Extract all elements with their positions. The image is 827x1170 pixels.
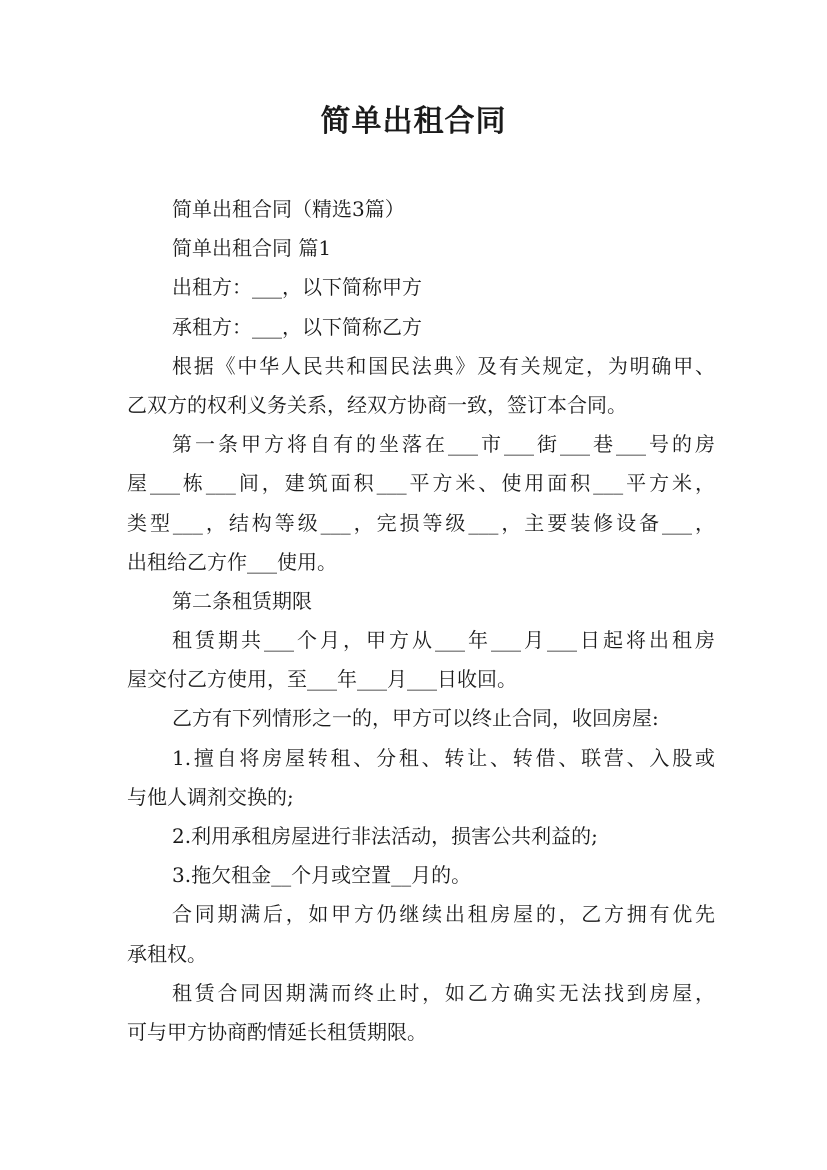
body-line: 租赁合同因期满而终止时，如乙方确实无法找到房屋， — [172, 980, 715, 1005]
body-line: 乙方有下列情形之一的，甲方可以终止合同，收回房屋: — [172, 706, 659, 731]
document-body — [127, 190, 715, 1052]
body-line: 出租给乙方作___使用。 — [127, 549, 337, 574]
body-line: 类型___，结构等级___，完损等级___，主要装修设备___， — [127, 510, 715, 535]
body-line: 承租权。 — [127, 941, 207, 966]
body-line: 第二条租赁期限 — [172, 588, 312, 613]
body-line: 屋交付乙方使用，至___年___月___日收回。 — [127, 667, 517, 692]
document-title: 简单出租合同 — [320, 104, 507, 139]
body-line: 第一条甲方将自有的坐落在___市___街___巷___号的房 — [172, 432, 715, 457]
body-line: 乙双方的权利义务关系，经双方协商一致，签订本合同。 — [127, 392, 627, 417]
body-line: 可与甲方协商酌情延长租赁期限。 — [127, 1019, 427, 1044]
body-line: 屋___栋___间，建筑面积___平方米、使用面积___平方米， — [127, 471, 715, 496]
body-line: 1.擅自将房屋转租、分租、转让、转借、联营、入股或 — [172, 745, 715, 770]
body-line: 承租方：___，以下简称乙方 — [172, 314, 422, 339]
body-line: 根据《中华人民共和国民法典》及有关规定，为明确甲、 — [172, 353, 715, 378]
body-line: 合同期满后，如甲方仍继续出租房屋的，乙方拥有优先 — [172, 902, 715, 927]
body-line: 出租方：___，以下简称甲方 — [172, 275, 422, 300]
body-line: 3.拖欠租金__个月或空置__月的。 — [172, 863, 472, 888]
body-line: 租赁期共___个月，甲方从___年___月___日起将出租房 — [172, 628, 715, 653]
body-line: 简单出租合同（精选3篇） — [172, 197, 405, 221]
body-line: 简单出租合同 篇1 — [172, 236, 332, 261]
body-line: 与他人调剂交换的; — [127, 784, 294, 809]
body-line: 2.利用承租房屋进行非法活动，损害公共利益的; — [172, 824, 598, 848]
